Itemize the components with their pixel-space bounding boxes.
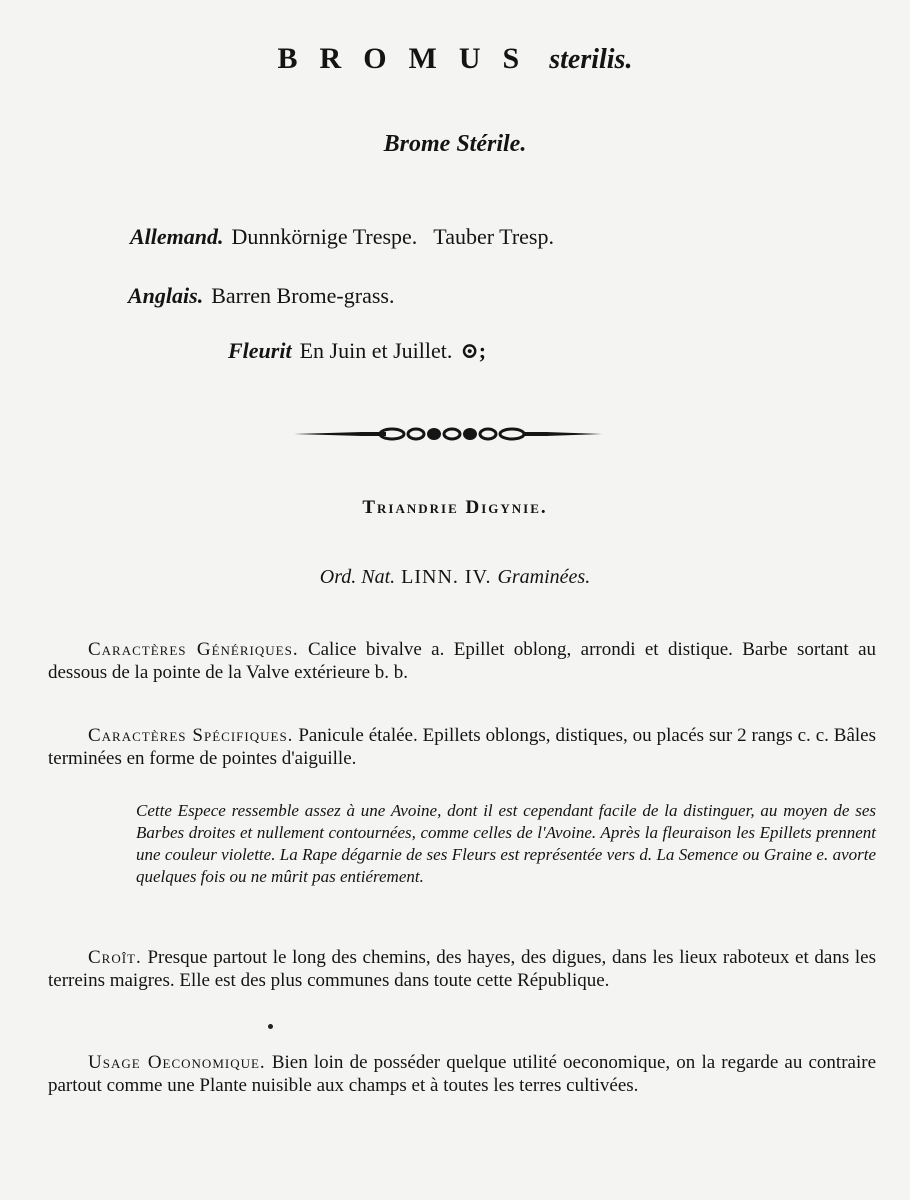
- english-name-line: [128, 283, 394, 309]
- specific-characters-heading: Caractères Spécifiques.: [88, 725, 294, 746]
- ink-speck: [268, 1024, 273, 1029]
- habitat-heading: Croît.: [88, 947, 142, 968]
- linnaeus-ref: LINN. IV.: [401, 566, 492, 588]
- german-names-line: [130, 224, 554, 250]
- german-name-2: Tauber Tresp.: [433, 224, 554, 249]
- page-title: [0, 42, 910, 76]
- natural-order-line: [0, 566, 910, 589]
- english-name: Barren Brome-grass.: [211, 283, 395, 308]
- generic-characters-heading: Caractères Génériques.: [88, 639, 299, 660]
- german-name-1: Dunnkörnige Trespe.: [231, 224, 418, 249]
- flowering-period: En Juin et Juillet.: [299, 338, 453, 363]
- genus-name: BROMUS: [277, 42, 542, 75]
- generic-characters-text: Calice bivalve a. Epillet oblong, arrondi et distique. Barbe sortant au dessous de la pointe de la Valve extérieure b. b.: [48, 639, 876, 683]
- annual-symbol-icon: ⊙;: [460, 338, 487, 363]
- family-name: Graminées.: [497, 566, 591, 588]
- ornament-divider-icon: [292, 422, 604, 446]
- species-note: Cette Espece ressemble assez à une Avoine, dont il est cependant facile de la distinguer, au moyen de ses Barbes droites et nullement contournées, comme celles de l'Avoine. Après la fleuraison les Epillets prennent une couleur violette. La Rape dégarnie de ses Fleurs est représentée vers d. La Semence ou Graine e. avorte quelques fois ou ne mûrit pas entiérement.: [136, 801, 876, 886]
- species-name: sterilis.: [549, 44, 633, 75]
- french-common-name: Brome Stérile.: [383, 131, 527, 157]
- specific-characters-paragraph: [48, 724, 876, 770]
- ord-label: Ord. Nat.: [319, 566, 396, 588]
- flowering-line: [228, 338, 486, 364]
- habitat-paragraph: [48, 946, 876, 992]
- flowering-label: Fleurit: [228, 338, 292, 363]
- generic-characters-paragraph: [48, 638, 876, 684]
- german-label: Allemand.: [130, 224, 224, 249]
- usage-heading: Usage Oeconomique.: [88, 1052, 266, 1073]
- english-label: Anglais.: [128, 283, 204, 308]
- habitat-text: Presque partout le long des chemins, des hayes, des digues, dans les lieux raboteux et dans les terreins maigres. Elle est des plus communes dans toute cette République.: [48, 947, 877, 991]
- usage-paragraph: [48, 1051, 876, 1097]
- specific-characters-text: Panicule étalée. Epillets oblongs, distiques, ou placés sur 2 rangs c. c. Bâles terminées en forme de pointes d'aiguille.: [48, 725, 877, 769]
- linnaean-class: Triandrie Digynie.: [362, 497, 548, 518]
- usage-text: Bien loin de posséder quelque utilité oeconomique, on la regarde au contraire partout comme une Plante nuisible aux champs et à toutes les terres cultivées.: [48, 1052, 877, 1096]
